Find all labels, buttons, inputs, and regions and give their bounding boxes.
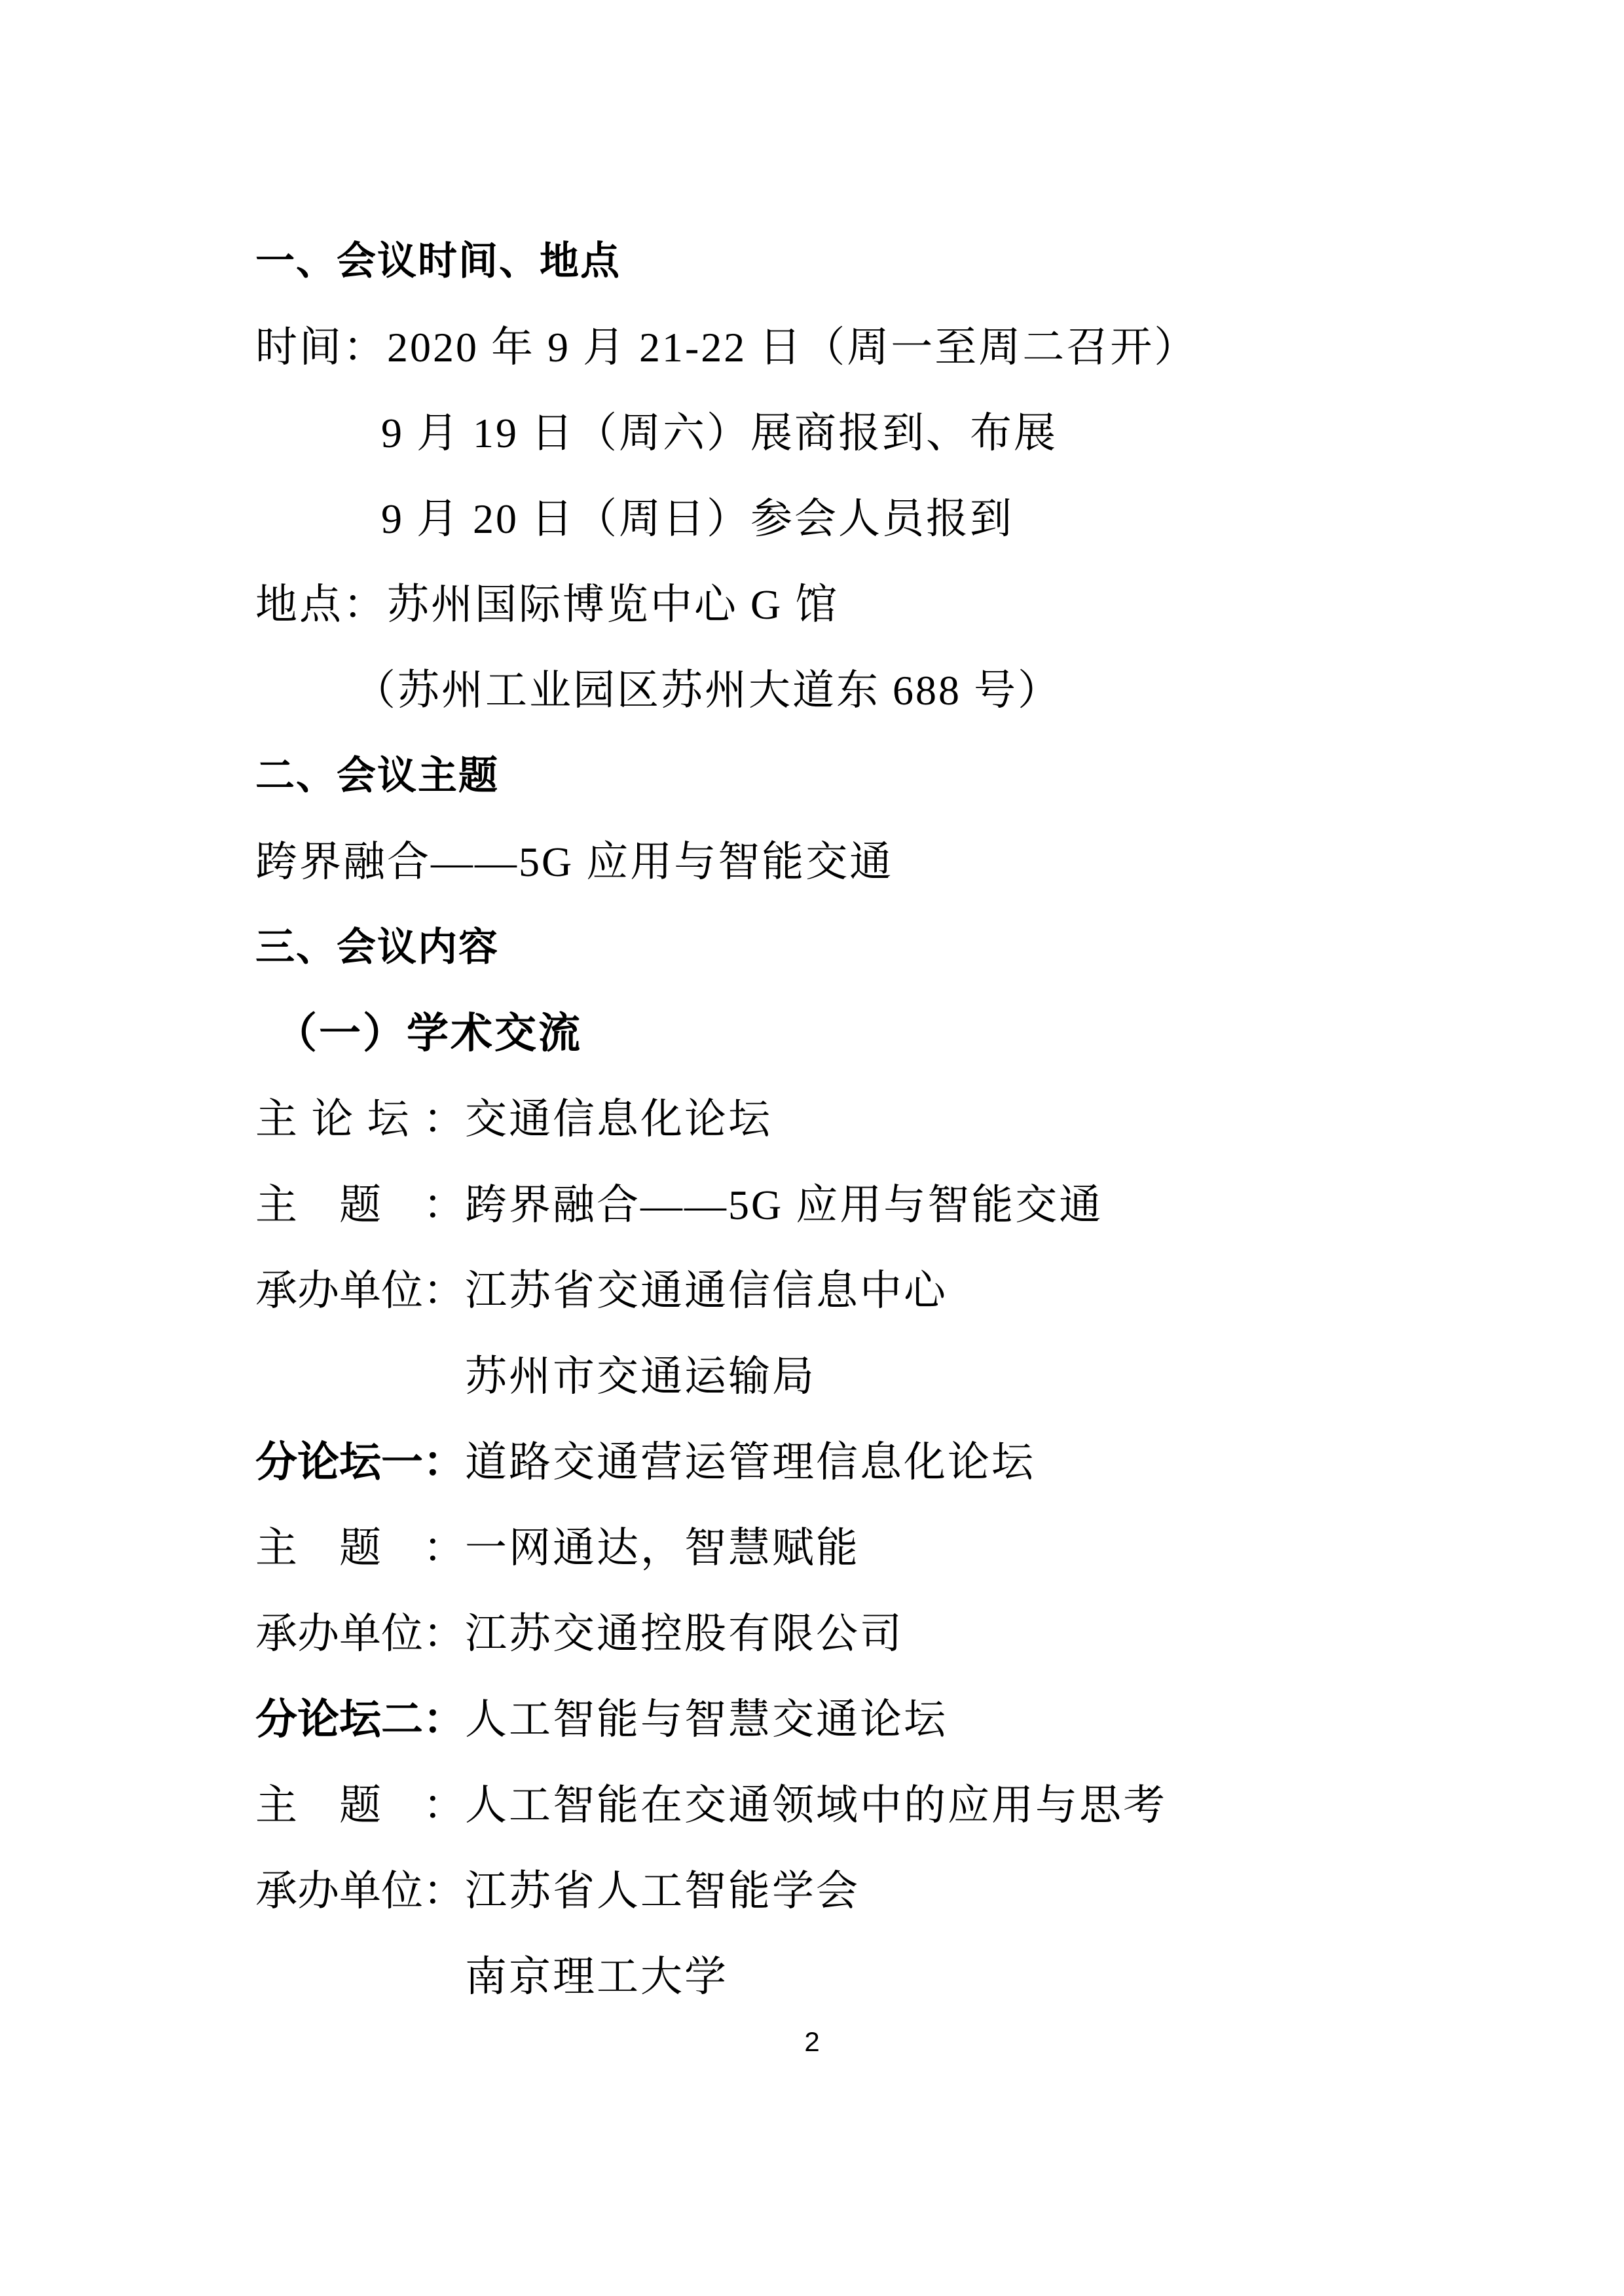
line-meeting-location: 地点：苏州国际博览中心 G 馆 bbox=[255, 581, 840, 628]
subforum-1-theme-value: 一网通达，智慧赋能 bbox=[465, 1524, 860, 1571]
line-subforum-1 bbox=[255, 1415, 1408, 1501]
line-subforum-2-theme bbox=[255, 1758, 1408, 1844]
line-attendee-checkin: 9 月 20 日（周日）参会人员报到 bbox=[381, 495, 1014, 542]
subsection-heading-academic-exchange: （一）学术交流 bbox=[275, 1010, 582, 1057]
line-subforum-1-organizer bbox=[255, 1587, 1408, 1673]
section-heading-2-theme: 二、会议主题 bbox=[255, 752, 499, 799]
main-forum-theme-label: 主题： bbox=[255, 1181, 465, 1228]
line-subforum-2-organizer-2: 南京理工大学 bbox=[465, 1953, 728, 2000]
main-forum-theme-value: 跨界融合——5G 应用与智能交通 bbox=[465, 1181, 1103, 1228]
subforum-2-theme-value: 人工智能在交通领域中的应用与思考 bbox=[465, 1781, 1167, 1829]
main-forum-label: 主论坛： bbox=[255, 1095, 465, 1142]
line-exhibitor-checkin: 9 月 19 日（周六）展商报到、布展 bbox=[381, 409, 1058, 456]
section-heading-3-content: 三、会议内容 bbox=[255, 924, 499, 970]
subforum-1-theme-label: 主题： bbox=[255, 1524, 465, 1571]
subforum-2-organizer-label: 承办单位： bbox=[255, 1867, 465, 1914]
line-main-forum-organizer bbox=[255, 1244, 1408, 1330]
section-heading-1-time-location: 一、会议时间、地点 bbox=[255, 238, 621, 284]
main-forum-organizer-value: 江苏省交通通信信息中心 bbox=[465, 1267, 948, 1314]
subforum-2-value: 人工智能与智慧交通论坛 bbox=[465, 1696, 948, 1743]
subforum-1-organizer-label: 承办单位： bbox=[255, 1610, 465, 1657]
subforum-2-organizer-value: 江苏省人工智能学会 bbox=[465, 1867, 860, 1914]
line-main-forum bbox=[255, 1072, 1408, 1158]
subforum-2-theme-label: 主题： bbox=[255, 1781, 465, 1829]
line-main-forum-theme bbox=[255, 1158, 1408, 1244]
document-content bbox=[255, 215, 1408, 2016]
line-subforum-2-organizer bbox=[255, 1844, 1408, 1930]
main-forum-value: 交通信息化论坛 bbox=[465, 1095, 772, 1142]
line-subforum-1-theme bbox=[255, 1501, 1408, 1587]
line-location-address: （苏州工业园区苏州大道东 688 号） bbox=[354, 666, 1061, 714]
line-subforum-2 bbox=[255, 1673, 1408, 1758]
line-main-forum-organizer-2: 苏州市交通运输局 bbox=[465, 1353, 816, 1400]
subforum-1-value: 道路交通营运管理信息化论坛 bbox=[465, 1438, 1035, 1485]
line-meeting-time: 时间：2020 年 9 月 21-22 日（周一至周二召开） bbox=[255, 323, 1198, 371]
main-forum-organizer-label: 承办单位： bbox=[255, 1267, 465, 1314]
line-conference-theme: 跨界融合——5G 应用与智能交通 bbox=[255, 838, 894, 885]
subforum-1-organizer-value: 江苏交通控股有限公司 bbox=[465, 1610, 904, 1657]
subforum-2-label: 分论坛二： bbox=[255, 1696, 465, 1743]
subforum-1-label: 分论坛一： bbox=[255, 1438, 465, 1485]
page-number: 2 bbox=[804, 2026, 820, 2057]
